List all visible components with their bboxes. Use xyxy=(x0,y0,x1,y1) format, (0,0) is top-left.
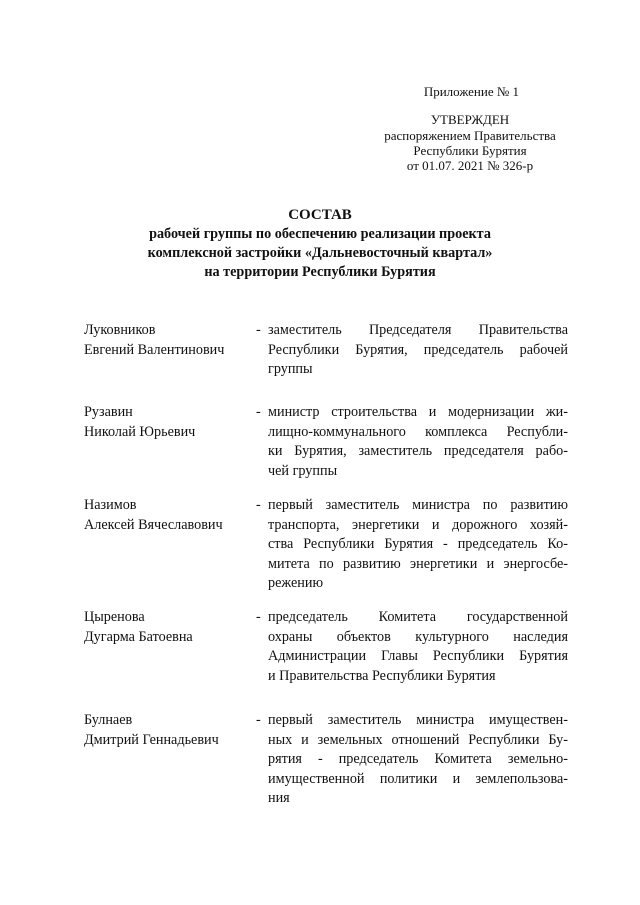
member-surname: Рузавин xyxy=(84,404,133,420)
role-line: рятия - председатель Комитета земельно- xyxy=(268,751,568,768)
heading-line-3: на территории Республики Бурятия xyxy=(204,264,436,280)
member-surname: Булнаев xyxy=(84,712,133,728)
member-role xyxy=(268,496,568,594)
heading-line-1: рабочей группы по обеспечению реализации проекта xyxy=(149,226,491,242)
member-entry xyxy=(84,321,568,380)
member-given-name: Дмитрий Геннадьевич xyxy=(84,731,219,748)
member-given-name: Евгений Валентинович xyxy=(84,341,225,358)
role-line: председатель Комитета государственной xyxy=(268,609,568,625)
heading-title: СОСТАВ xyxy=(288,207,352,223)
approval-stamp xyxy=(360,112,580,173)
role-line: лищно-коммунального комплекса Республи- xyxy=(268,423,568,440)
member-role xyxy=(268,403,568,481)
role-line: режению xyxy=(268,575,324,592)
member-surname: Цыренова xyxy=(84,609,145,625)
member-dash: - xyxy=(256,712,261,728)
role-line: имущественной политики и землепользова- xyxy=(268,770,568,787)
role-line: ных и земельных отношений Республики Бу- xyxy=(268,731,568,748)
member-entry xyxy=(84,403,568,481)
annex-number: Приложение № 1 xyxy=(423,84,519,99)
role-line: первый заместитель министра имуществен- xyxy=(268,712,568,728)
member-role xyxy=(268,711,568,809)
member-surname: Назимов xyxy=(84,497,137,513)
role-line: охраны объектов культурного наследия xyxy=(268,628,568,645)
member-entry xyxy=(84,711,568,809)
member-dash: - xyxy=(256,609,261,625)
approval-title: УТВЕРЖДЕН xyxy=(430,112,510,127)
member-given-name: Николай Юрьевич xyxy=(84,423,196,440)
role-line: ства Республики Бурятия - председатель Ко- xyxy=(268,536,568,553)
role-line: заместитель Председателя Правительства xyxy=(268,322,568,338)
role-line: и Правительства Республики Бурятия xyxy=(268,667,496,684)
member-entry xyxy=(84,496,568,594)
member-role xyxy=(268,321,568,380)
heading-line-2: комплексной застройки «Дальневосточный квартал» xyxy=(147,245,493,261)
role-line: первый заместитель министра по развитию xyxy=(268,497,568,513)
role-line: чей группы xyxy=(268,462,338,479)
member-role xyxy=(268,608,568,686)
role-line: группы xyxy=(268,361,313,378)
document-heading xyxy=(0,206,640,282)
member-name xyxy=(84,711,254,750)
role-line: Администрации Главы Республики Бурятия xyxy=(268,648,568,665)
role-line: Республики Бурятия, председатель рабочей xyxy=(268,341,568,358)
member-given-name: Дугарма Батоевна xyxy=(84,628,193,645)
member-name xyxy=(84,321,254,360)
member-name xyxy=(84,608,254,647)
approval-line-2: Республики Бурятия xyxy=(413,143,527,158)
role-line: митета по развитию энергетики и энергосбе- xyxy=(268,555,568,572)
role-line: ки Бурятия, заместитель председателя рабо- xyxy=(268,443,568,460)
member-dash: - xyxy=(256,322,261,338)
member-entry xyxy=(84,608,568,686)
role-line: транспорта, энергетики и дорожного хозяй- xyxy=(268,516,568,533)
member-name xyxy=(84,496,254,535)
role-line: министр строительства и модернизации жи- xyxy=(268,404,568,420)
role-line: ния xyxy=(268,790,290,807)
approval-line-3: от 01.07. 2021 № 326-р xyxy=(406,158,534,173)
member-dash: - xyxy=(256,497,261,513)
member-given-name: Алексей Вячеславович xyxy=(84,516,223,533)
member-surname: Луковников xyxy=(84,322,156,338)
member-name xyxy=(84,403,254,442)
approval-line-1: распоряжением Правительства xyxy=(384,128,556,143)
member-dash: - xyxy=(256,404,261,420)
